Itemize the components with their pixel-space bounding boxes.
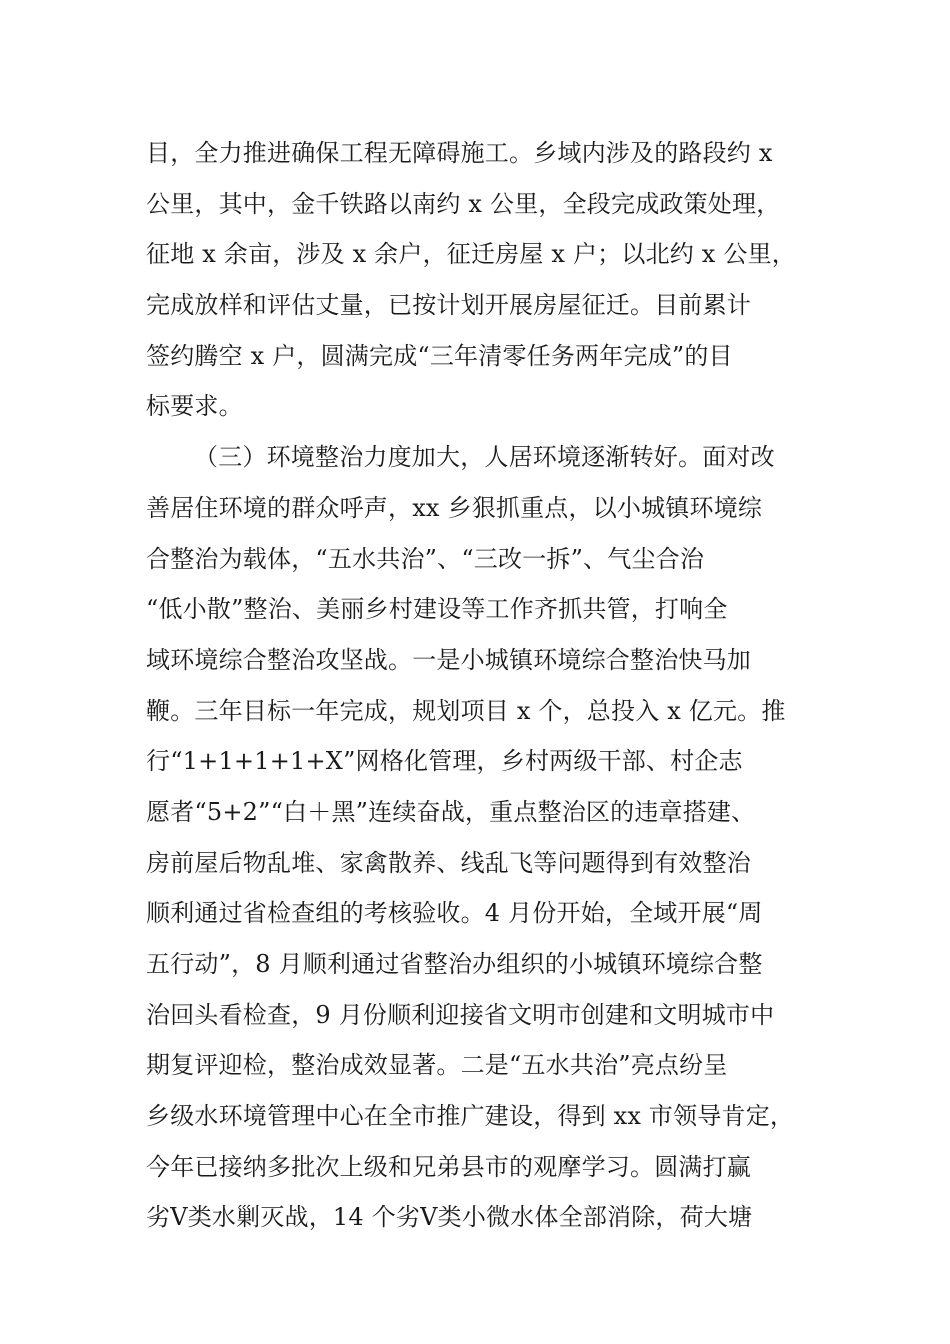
text-line: 今年已接纳多批次上级和兄弟县市的观摩学习。圆满打赢: [146, 1152, 751, 1181]
text-line: 房前屋后物乱堆、家禽散养、线乱飞等问题得到有效整治: [146, 848, 751, 877]
text-line: 期复评迎检，整治成效显著。二是“五水共治”亮点纷呈: [146, 1051, 728, 1080]
text-line: 征地 x 余亩，涉及 x 余户，征迁房屋 x 户；以北约 x 公里，: [146, 240, 796, 269]
text-line: 治回头看检查，9 月份顺利迎接省文明市创建和文明城市中: [146, 1000, 775, 1029]
text-line: 乡级水环境管理中心在全市推广建设，得到 xx 市领导肯定，: [146, 1102, 795, 1131]
text-line: 签约腾空 x 户，圆满完成“三年清零任务两年完成”的目: [146, 341, 733, 370]
text-line: 善居住环境的群众呼声，xx 乡狠抓重点，以小城镇环境综: [146, 493, 763, 522]
text-line: 目，全力推进确保工程无障碍施工。乡域内涉及的路段约 x: [146, 139, 773, 167]
text-line: 五行动”，8 月顺利通过省整治办组织的小城镇环境综合整: [146, 950, 763, 978]
text-line: 愿者“5+2”“白＋黑”连续奋战，重点整治区的违章搭建、: [146, 797, 756, 826]
text-line: 公里，其中，金千铁路以南约 x 公里，全段完成政策处理，: [146, 189, 781, 218]
text-line: 劣Ⅴ类水剿灭战，14 个劣Ⅴ类小微水体全部消除，荷大塘: [146, 1203, 753, 1232]
text-line: 顺利通过省检查组的考核验收。4 月份开始，全域开展“周: [146, 899, 763, 928]
text-line: 完成放样和评估丈量，已按计划开展房屋征迁。目前累计: [146, 291, 751, 320]
text-line: 合整治为载体，“五水共治”、“三改一拆”、气尘合治: [146, 544, 705, 573]
text-line: 标要求。: [146, 392, 243, 421]
section-heading-line: （三）环境整治力度加大，人居环境逐渐转好。面对改: [194, 443, 775, 472]
text-line: 行“1+1+1+1+X”网格化管理，乡村两级干部、村企志: [146, 747, 743, 776]
text-line: 鞭。三年目标一年完成，规划项目 x 个，总投入 x 亿元。推: [146, 696, 786, 725]
body-text: [146, 128, 836, 1243]
text-line: “低小散”整治、美丽乡村建设等工作齐抓共管，打响全: [146, 595, 728, 624]
text-line: 域环境综合整治攻坚战。一是小城镇环境综合整治快马加: [146, 645, 751, 674]
